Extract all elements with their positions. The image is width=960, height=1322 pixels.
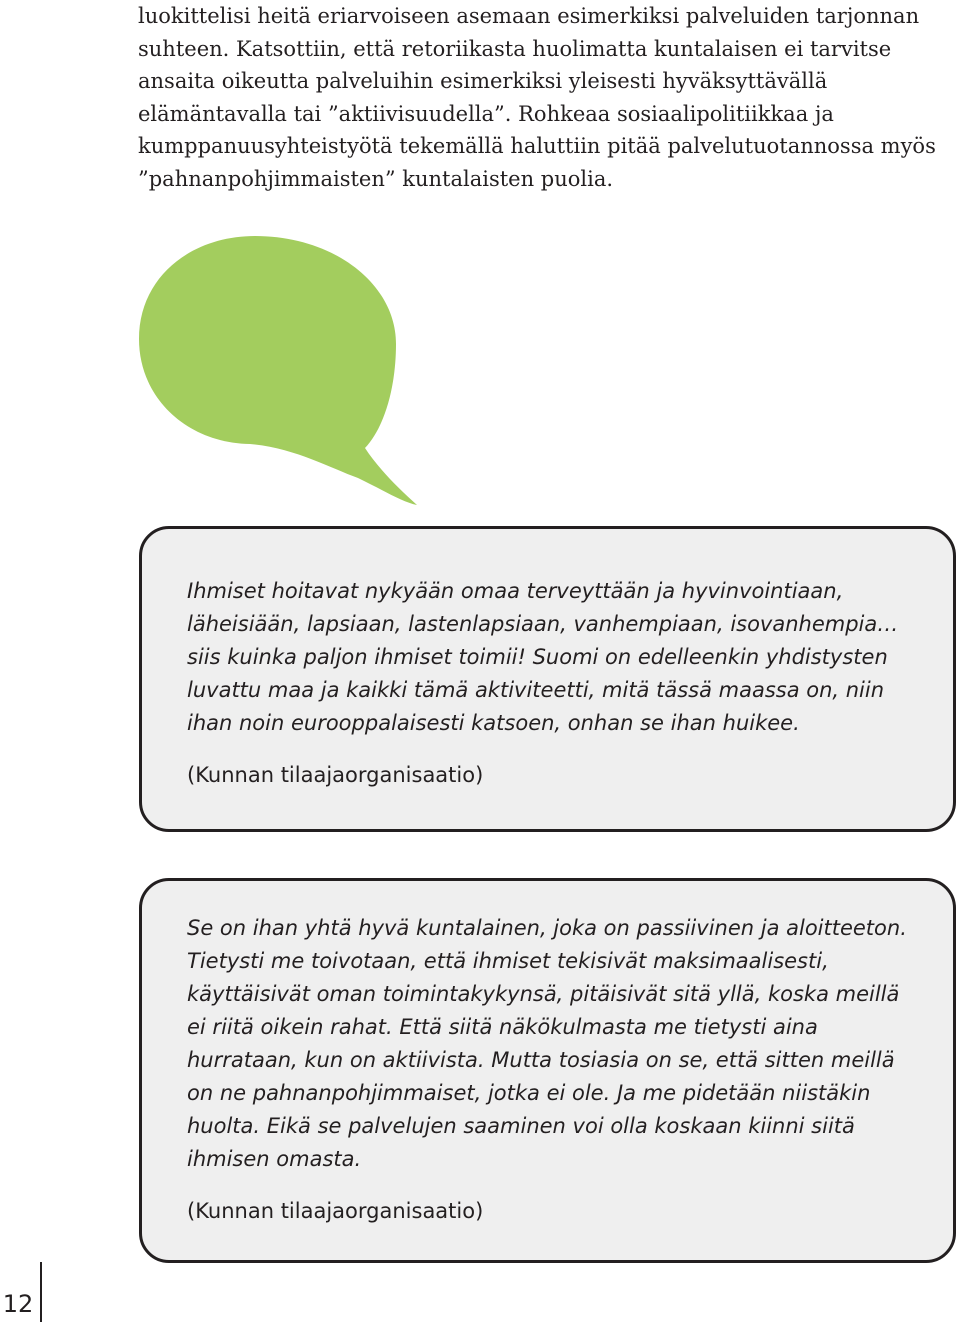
- speech-bubble-icon: [130, 236, 430, 511]
- quote-source: (Kunnan tilaajaorganisaatio): [187, 763, 484, 787]
- quote-box: [139, 878, 956, 1263]
- intro-paragraph: luokittelisi heitä eriarvoiseen asemaan esimerkiksi palveluiden tarjonnan suhteen. Katsottiin, että retoriikasta huolimatta kuntalaisen ei tarvitse ansaita oikeutta palveluihin esimerkiksi yleisesti hyväksyttävällä elämäntavalla tai ”aktiivisuudella”. Rohkeaa sosiaalipolitiikkaa ja kumppanuusyhteistyötä tekemällä haluttiin pitää palvelutuotannossa myös ”pahnanpohjimmaisten” kuntalaisten puolia.: [138, 4, 936, 191]
- speech-bubble-shape: [139, 236, 417, 505]
- quote-box: [139, 526, 956, 832]
- quote-text: Se on ihan yhtä hyvä kuntalainen, joka on passiivinen ja aloitteeton. Tietysti me toivotaan, että ihmiset tekisivät maksimaalisesti, käyttäisivät oman toimintakykynsä, pitäisivät sitä yllä, koska meillä ei riitä oikein rahat. Että siitä näkökulmasta me tietysti aina hurrataan, kun on aktiivista. Mutta tosiasia on se, että sitten meillä on ne pahnanpohjimmaiset, jotka ei ole. Ja me pidetään niistäkin huolta. Eikä se palvelujen saaminen voi olla koskaan kiinni siitä ihmisen omasta.: [187, 916, 907, 1171]
- page-number: 12: [2, 1290, 34, 1318]
- margin-rule: [40, 1262, 42, 1322]
- quote-source: (Kunnan tilaajaorganisaatio): [187, 1199, 484, 1223]
- quote-text: Ihmiset hoitavat nykyään omaa terveyttään ja hyvinvointiaan, läheisiään, lapsiaan, lastenlapsiaan, vanhempiaan, isovanhempia… siis kuinka paljon ihmiset toimii! Suomi on edelleenkin yhdistysten luvattu maa ja kaikki tämä aktiviteetti, mitä tässä maassa on, niin ihan noin eurooppalaisesti katsoen, onhan se ihan huikee.: [187, 579, 899, 735]
- intro-section: [138, 0, 960, 195]
